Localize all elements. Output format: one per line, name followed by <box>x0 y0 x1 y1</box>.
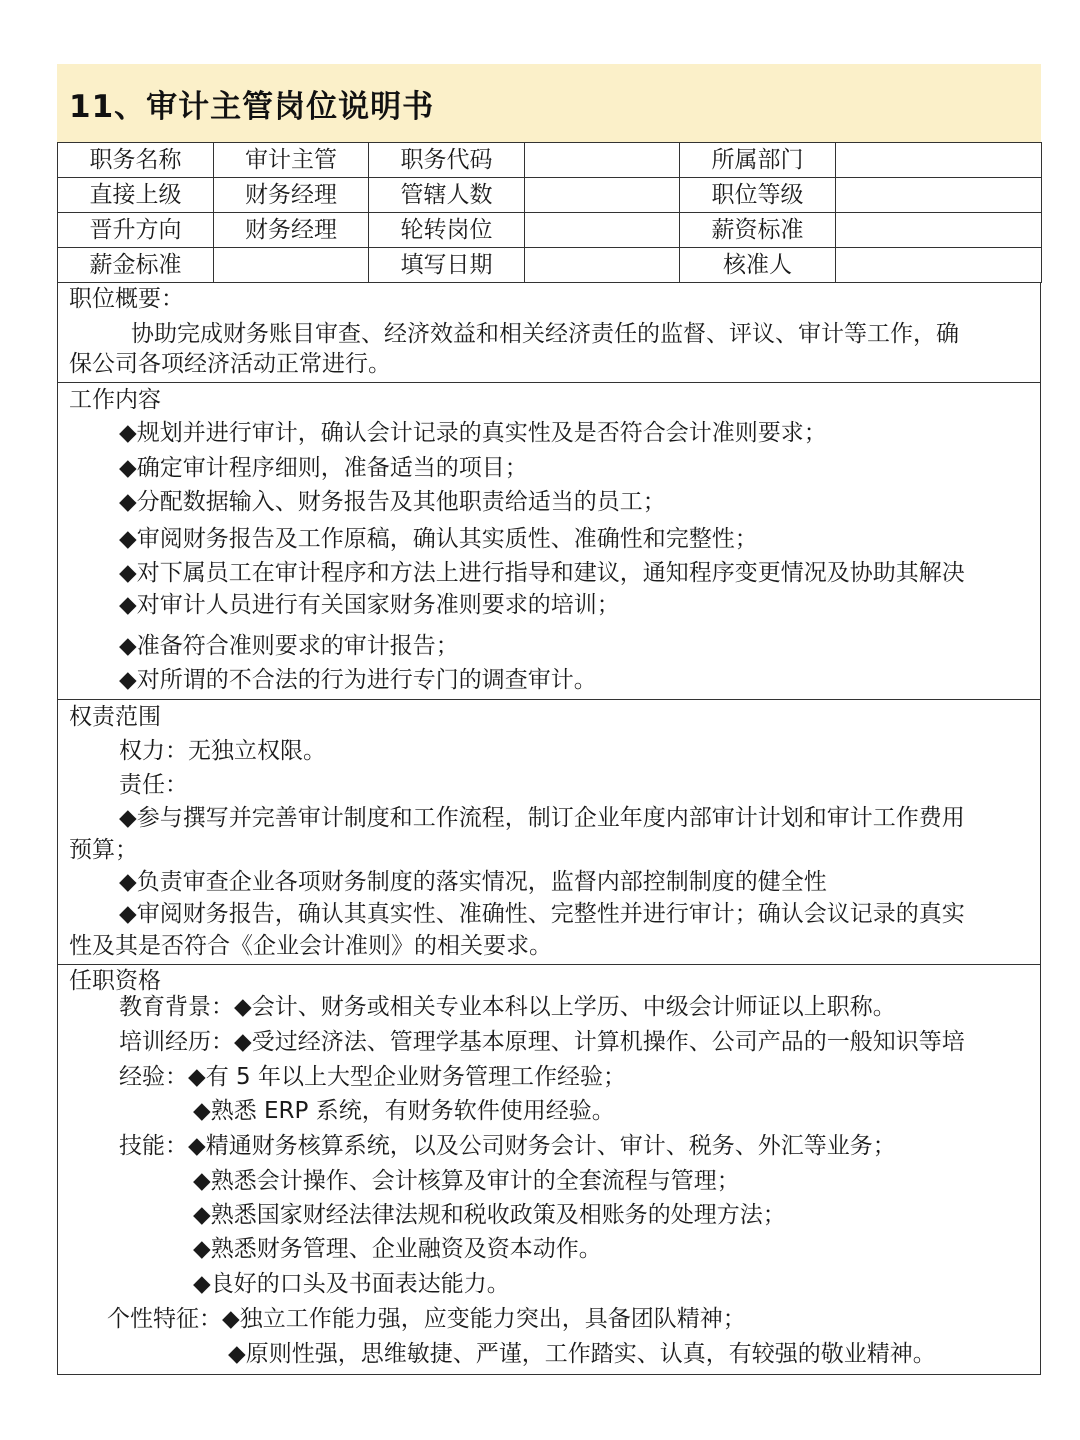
info-table <box>57 142 1042 283</box>
table-cell: 财务经理 <box>214 178 369 213</box>
list-item: ◆确定审计程序细则，准备适当的项目； <box>119 455 528 481</box>
table-cell <box>836 248 1042 283</box>
list-item: ◆规划并进行审计，确认会计记录的真实性及是否符合会计准则要求； <box>119 420 827 446</box>
qualification-education: 教育背景：◆会计、财务或相关专业本科以上学历、中级会计师证以上职称。 <box>119 994 896 1020</box>
table-cell: 薪金标准 <box>58 248 214 283</box>
table-cell: 轮转岗位 <box>369 213 525 248</box>
qualification-trait: ◆原则性强，思维敏捷、严谨，工作踏实、认真，有较强的敬业精神。 <box>228 1341 936 1367</box>
qualification-skill: ◆熟悉国家财经法律法规和税收政策及相账务的处理方法； <box>193 1202 786 1228</box>
qualification-experience: ◆熟悉 ERP 系统，有财务软件使用经验。 <box>193 1098 615 1124</box>
table-cell: 所属部门 <box>680 143 836 178</box>
table-cell <box>525 248 680 283</box>
summary-section <box>57 282 1041 383</box>
section-heading: 职位概要： <box>69 286 184 312</box>
table-row <box>58 143 1042 178</box>
table-cell <box>525 143 680 178</box>
qualification-section <box>57 965 1041 1375</box>
list-item: ◆审阅财务报告及工作原稿，确认其实质性、准确性和完整性； <box>119 526 758 552</box>
table-cell <box>836 178 1042 213</box>
table-cell: 职务代码 <box>369 143 525 178</box>
qualification-skill: ◆熟悉会计操作、会计核算及审计的全套流程与管理； <box>193 1168 740 1194</box>
authority-duty: 责任： <box>119 772 188 798</box>
list-item: ◆参与撰写并完善审计制度和工作流程，制订企业年度内部审计计划和审计工作费用 <box>119 805 965 831</box>
work-section <box>57 383 1041 700</box>
list-item: ◆审阅财务报告，确认其真实性、准确性、完整性并进行审计；确认会议记录的真实 <box>119 901 965 927</box>
list-item: ◆对审计人员进行有关国家财务准则要求的培训； <box>119 592 620 618</box>
table-cell: 财务经理 <box>214 213 369 248</box>
list-item: 预算； <box>69 837 138 863</box>
table-cell <box>836 143 1042 178</box>
section-heading: 任职资格 <box>69 968 161 994</box>
table-cell: 核准人 <box>680 248 836 283</box>
table-row <box>58 248 1042 283</box>
table-cell: 薪资标准 <box>680 213 836 248</box>
authority-section <box>57 700 1041 965</box>
table-row <box>58 213 1042 248</box>
table-cell: 直接上级 <box>58 178 214 213</box>
list-item: ◆对所谓的不合法的行为进行专门的调查审计。 <box>119 667 597 693</box>
page-title: 11、审计主管岗位说明书 <box>69 89 435 125</box>
table-row <box>58 178 1042 213</box>
qualification-trait: 个性特征：◆独立工作能力强，应变能力突出，具备团队精神； <box>107 1306 746 1332</box>
table-cell: 管辖人数 <box>369 178 525 213</box>
table-cell: 填写日期 <box>369 248 525 283</box>
qualification-experience: 经验：◆有 5 年以上大型企业财务管理工作经验； <box>119 1064 626 1090</box>
section-heading: 工作内容 <box>69 387 161 413</box>
list-item: 性及其是否符合《企业会计准则》的相关要求。 <box>69 933 552 959</box>
table-cell: 晋升方向 <box>58 213 214 248</box>
list-item: ◆准备符合准则要求的审计报告； <box>119 633 459 659</box>
qualification-skill: ◆良好的口头及书面表达能力。 <box>193 1271 510 1297</box>
qualification-skill: 技能：◆精通财务核算系统，以及公司财务会计、审计、税务、外汇等业务； <box>119 1133 896 1159</box>
title-bar <box>57 64 1041 142</box>
table-cell: 职位等级 <box>680 178 836 213</box>
table-cell <box>525 178 680 213</box>
table-cell: 职务名称 <box>58 143 214 178</box>
table-cell <box>214 248 369 283</box>
list-item: ◆分配数据输入、财务报告及其他职责给适当的员工； <box>119 489 666 515</box>
authority-power: 权力：无独立权限。 <box>119 738 326 764</box>
table-cell <box>836 213 1042 248</box>
table-cell: 审计主管 <box>214 143 369 178</box>
qualification-training: 培训经历：◆受过经济法、管理学基本原理、计算机操作、公司产品的一般知识等培 <box>119 1029 965 1055</box>
qualification-skill: ◆熟悉财务管理、企业融资及资本动作。 <box>193 1236 602 1262</box>
summary-line: 协助完成财务账目审查、经济效益和相关经济责任的监督、评议、审计等工作，确 <box>131 321 959 347</box>
section-heading: 权责范围 <box>69 704 161 730</box>
list-item: ◆对下属员工在审计程序和方法上进行指导和建议，通知程序变更情况及协助其解决 <box>119 560 965 586</box>
summary-line: 保公司各项经济活动正常进行。 <box>69 351 391 377</box>
list-item: ◆负责审查企业各项财务制度的落实情况，监督内部控制制度的健全性 <box>119 869 827 895</box>
table-cell <box>525 213 680 248</box>
